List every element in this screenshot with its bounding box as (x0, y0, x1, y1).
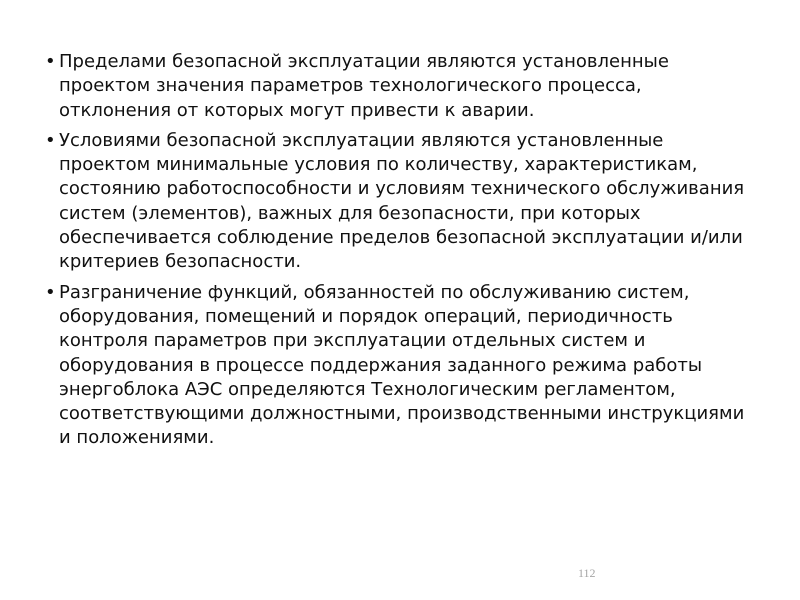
bullet-item-safe-operation-conditions (45, 129, 750, 275)
bullet-item-responsibilities (45, 281, 750, 451)
bullet-marker: • (45, 129, 56, 151)
page-number: 112 (578, 566, 596, 580)
bullet-text: Разграничение функций, обязанностей по обслуживанию систем, оборудования, помещений и порядок операций, периодичность контроля параметров при эксплуатации отдельных систем и оборудования в процессе поддержания заданного режима работы энергоблока АЭС определяются Технологическим регламентом, соответствующими должностными, производственными инструкциями и положениями. (59, 281, 745, 449)
bullet-text: Условиями безопасной эксплуатации являются установленные проектом минимальные условия по количеству, характеристикам, состоянию работоспособности и условиям технического обслуживания систем (элементов), важных для безопасности, при которых обеспечивается соблюдение пределов безопасной эксплуатации и/или критериев безопасности. (59, 129, 745, 273)
bullet-item-safe-operation-limits (45, 50, 750, 123)
bullet-text: Пределами безопасной эксплуатации являются установленные проектом значения параметров технологического процесса, отклонения от которых могут привести к аварии. (59, 51, 669, 121)
bullet-list (45, 50, 750, 457)
bullet-marker: • (45, 51, 56, 72)
bullet-marker: • (45, 281, 56, 303)
